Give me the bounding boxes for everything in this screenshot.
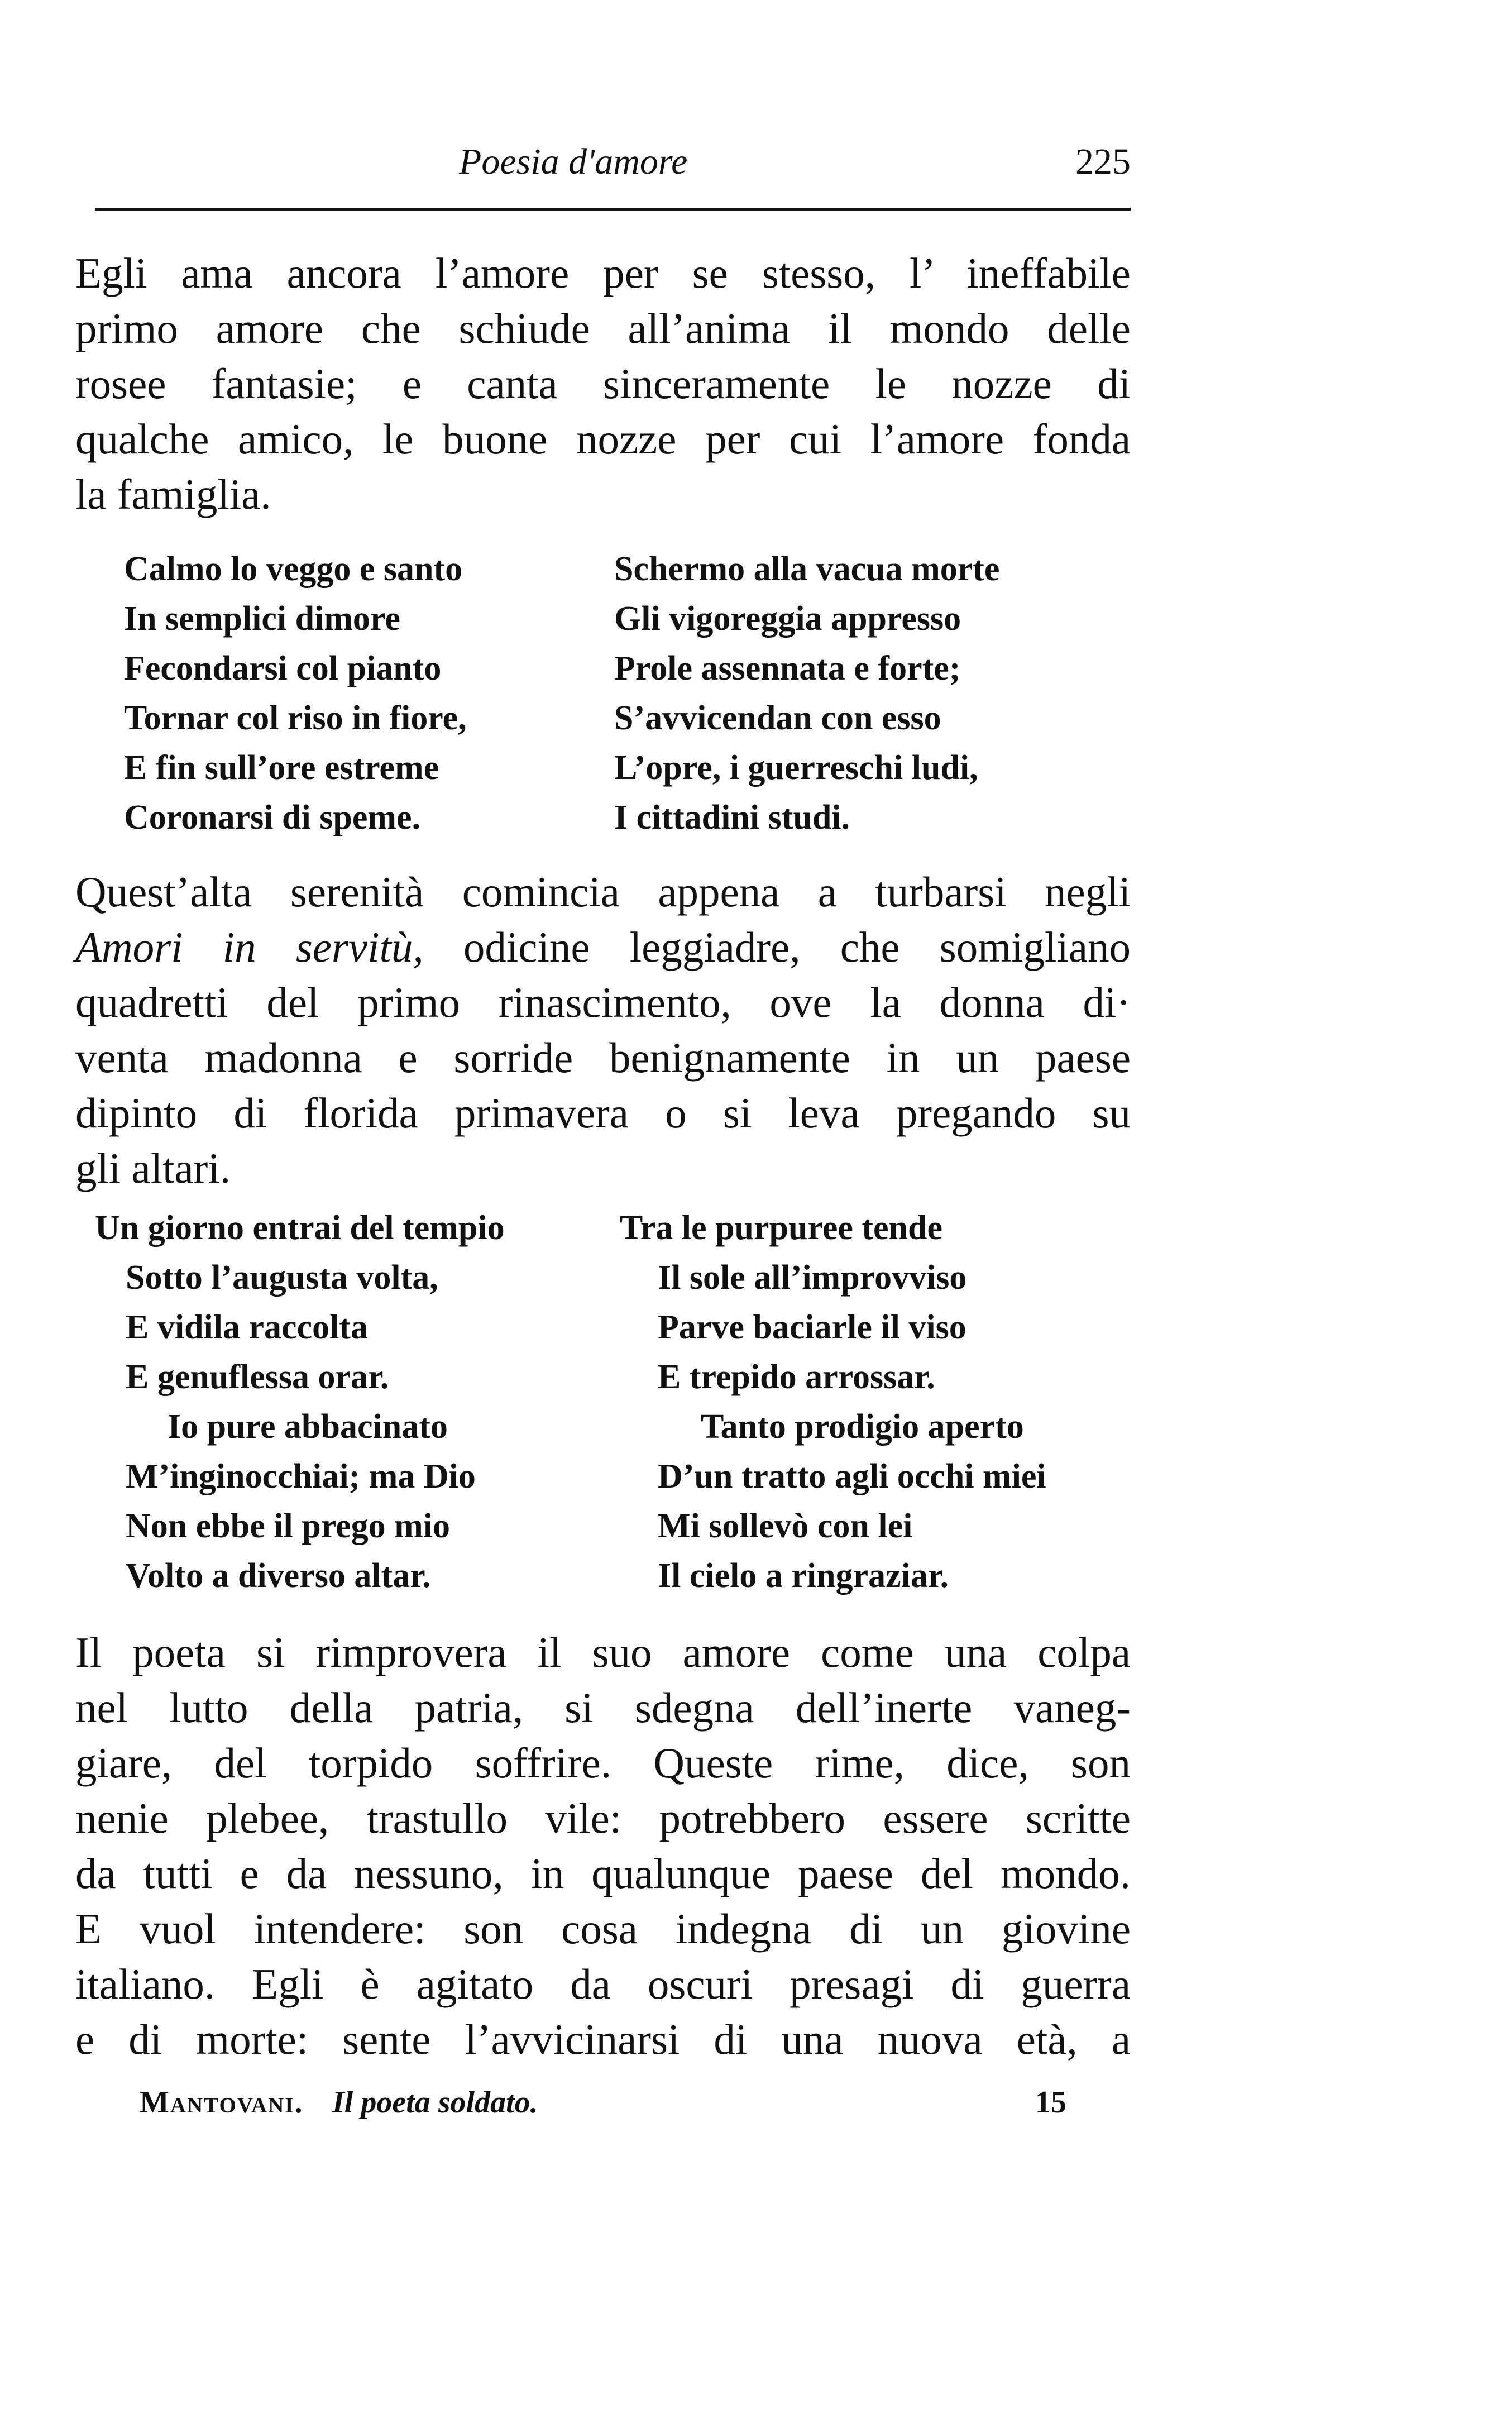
text-line: quadretti del primo rinascimento, ove la donna di· — [75, 978, 1131, 1026]
page-footer — [140, 2080, 1066, 2125]
verse-line: Gli vigoreggia appresso — [614, 600, 961, 638]
paragraph-1 — [75, 246, 1131, 522]
text-line: nenie plebee, trastullo vile: potrebbero essere scritte — [75, 1794, 1131, 1842]
text-line: italiano. Egli è agitato da oscuri presagi di guerra — [75, 1960, 1131, 2008]
verse-line: Calmo lo veggo e santo — [124, 550, 463, 588]
text-line: E vuol intendere: son cosa indegna di un giovine — [75, 1905, 1131, 1953]
text-segment: odicine leggiadre, che somigliano — [423, 923, 1131, 971]
text-line: da tutti e da nessuno, in qualunque paese del mondo. — [75, 1849, 1131, 1897]
text-line: nel lutto della patria, si sdegna dell’inerte vaneg- — [75, 1684, 1131, 1732]
verse-line: Prole assennata e forte; — [614, 649, 961, 687]
verse-line: Mi sollevò con lei — [658, 1507, 913, 1545]
text-line: dipinto di florida primavera o si leva pregando su — [75, 1089, 1131, 1137]
text-line: la famiglia. — [75, 470, 271, 518]
header-rule — [95, 208, 1131, 211]
text-line: giare, del torpido soffrire. Queste rime, dice, son — [75, 1739, 1131, 1787]
text-line: Il poeta si rimprovera il suo amore come una colpa — [75, 1628, 1131, 1676]
verse-line: Volto a diverso altar. — [126, 1557, 431, 1595]
verse-line: Il cielo a ringraziar. — [658, 1557, 949, 1595]
text-line: e di morte: sente l’avvicinarsi di una nuova età, a — [75, 2015, 1131, 2063]
verse-line: I cittadini studi. — [614, 799, 850, 836]
verse-line: M’inginocchiai; ma Dio — [126, 1457, 476, 1495]
text-line: venta madonna e sorride benignamente in un paese — [75, 1034, 1131, 1082]
verse-line: Parve baciarle il viso — [658, 1308, 966, 1346]
verse-line: Coronarsi di speme. — [124, 799, 421, 836]
verse-line: Schermo alla vacua morte — [614, 550, 1000, 588]
verse-line: E genuflessa orar. — [126, 1358, 389, 1396]
verse-line: Io pure abbacinato — [168, 1408, 448, 1446]
running-head — [78, 137, 1131, 187]
verse-line: E fin sull’ore estreme — [124, 749, 439, 787]
paragraph-2 — [75, 864, 1131, 1196]
verse-line: Il sole all’improvviso — [658, 1259, 967, 1297]
verse-line: Tornar col riso in fiore, — [124, 699, 467, 737]
footer-book-title: Il poeta soldato. — [332, 2085, 538, 2120]
verse-line: Tanto prodigio aperto — [701, 1408, 1024, 1446]
verse-line: Un giorno entrai del tempio — [95, 1209, 505, 1247]
verse-line: In semplici dimore — [124, 600, 400, 638]
verse-1-right-stanza — [614, 544, 999, 843]
text-line: qualche amico, le buone nozze per cui l’amore fonda — [75, 415, 1131, 463]
paragraph-3 — [75, 1625, 1131, 2067]
verse-1-left-stanza — [124, 544, 467, 843]
verse-line: Sotto l’augusta volta, — [126, 1259, 438, 1297]
running-title: Poesia d'amore — [459, 141, 688, 182]
verse-line: Non ebbe il prego mio — [126, 1507, 450, 1545]
text-line: primo amore che schiude all’anima il mondo delle — [75, 304, 1131, 352]
page-number: 225 — [1075, 141, 1131, 182]
verse-2-right-stanza — [620, 1203, 1046, 1601]
italic-title: Amori in servitù, — [75, 923, 424, 971]
verse-line: D’un tratto agli occhi miei — [658, 1457, 1046, 1495]
verse-line: L’opre, i guerreschi ludi, — [614, 749, 978, 787]
text-line — [75, 920, 1131, 975]
text-line: Egli ama ancora l’amore per se stesso, l’ ineffabile — [75, 249, 1131, 297]
verse-2-left-stanza — [95, 1203, 505, 1601]
text-line: rosee fantasie; e canta sinceramente le nozze di — [75, 360, 1131, 408]
verse-line: S’avvicendan con esso — [614, 699, 941, 737]
signature-mark: 15 — [1035, 2085, 1066, 2120]
verse-line: Tra le purpuree tende — [620, 1209, 943, 1247]
verse-line: E vidila raccolta — [126, 1308, 368, 1346]
verse-line: Fecondarsi col pianto — [124, 649, 442, 687]
text-line: gli altari. — [75, 1144, 231, 1192]
text-line: Quest’alta serenità comincia appena a turbarsi negli — [75, 868, 1131, 916]
footer-author: Mantovani. — [140, 2085, 304, 2120]
verse-line: E trepido arrossar. — [658, 1358, 935, 1396]
